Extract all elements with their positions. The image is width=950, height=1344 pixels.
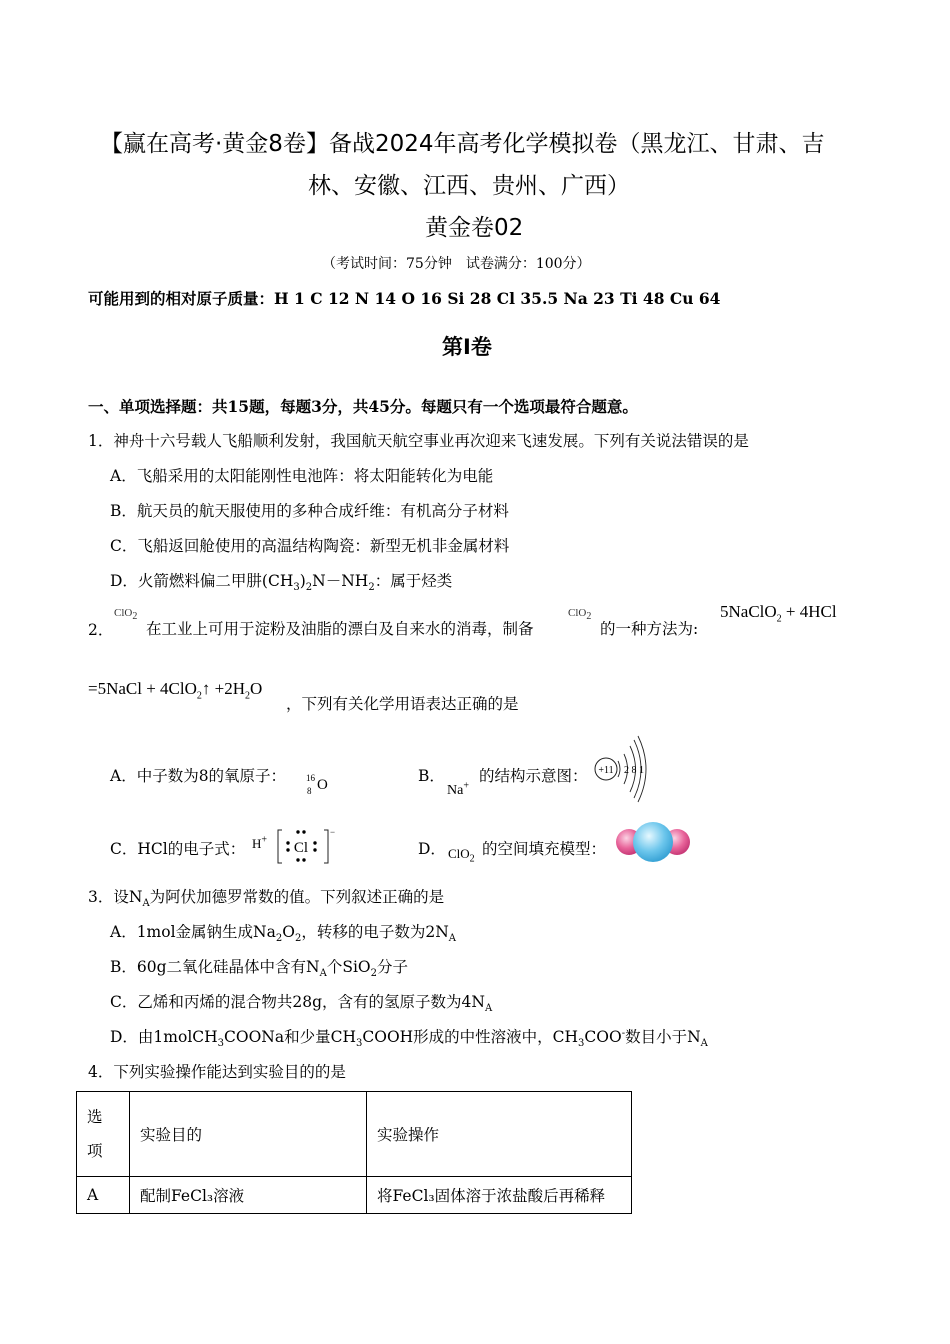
q2-text-3: ，下列有关化学用语表达正确的是 [286, 695, 519, 713]
table-header-purpose: 实验目的 [130, 1092, 367, 1177]
charge-sign: − [330, 827, 336, 837]
table-cell-purpose: 配制FeCl₃溶液 [130, 1177, 367, 1214]
q3-option-a: A．1mol金属钠生成$Na_2O_2$，转移的电子数为$2N_A$ [110, 923, 456, 945]
title-line-1: 【赢在高考·黄金8卷】备战2024年高考化学模拟卷（黑龙江、甘肃、吉 [100, 131, 825, 157]
oxygen-isotope-symbol [302, 773, 342, 800]
q2-equation-right: =5NaCl + 4ClO$_2$↑ $+2H_2O$ [88, 679, 263, 702]
paper-name: 黄金卷02 [425, 215, 524, 241]
hydrogen-symbol: H+ [252, 834, 268, 851]
q2-clo2-inline-1: ClO$_2$ [114, 607, 138, 623]
clo2-space-filling-model [614, 820, 692, 864]
section-heading: 一、单项选择题：共15题，每题3分，共45分。每题只有一个选项最符合题意。 [88, 397, 638, 416]
table-cell-operation: 将FeCl₃固体溶于浓盐酸后再稀释 [367, 1177, 632, 1214]
bracket-icon [274, 827, 336, 867]
nucleus-charge: +11 [598, 765, 614, 776]
sodium-ion: Na+ [447, 780, 469, 798]
q1-option-a: A．飞船采用的太阳能刚性电池阵：将太阳能转化为电能 [110, 467, 494, 485]
q2-equation-left: 5NaClO$_2$ + 4HCl [720, 602, 837, 625]
table-header-option: 选 项 [77, 1092, 130, 1177]
q4-stem: 4．下列实验操作能达到实验目的的是 [88, 1063, 346, 1081]
volume-title: 第Ⅰ卷 [442, 335, 492, 359]
q2-text-1: 在工业上可用于淀粉及油脂的漂白及自来水的消毒，制备 [146, 620, 534, 638]
clo2-formula: ClO$_2$ [448, 846, 475, 865]
exam-info: （考试时间：75分钟 试卷满分：100分） [322, 256, 591, 272]
q2-text-2: 的一种方法为: [600, 620, 699, 638]
q2-option-d-text: 的空间填充模型： [482, 840, 607, 858]
shell-electrons: 2 8 1 [624, 765, 644, 776]
chlorine-symbol: Cl [293, 840, 309, 856]
oxygen-symbol: O [317, 777, 328, 793]
q2-clo2-inline-2: ClO$_2$ [568, 607, 592, 623]
q1-option-d: D．火箭燃料偏二甲肼$(CH_3)_2N-NH_2$：属于烃类 [110, 572, 453, 594]
table-cell-option: A [77, 1177, 130, 1214]
q2-option-a-label: A．中子数为8的氧原子： [110, 767, 287, 785]
q3-option-c: C．乙烯和丙烯的混合物共28g，含有的氢原子数为$4N_A$ [110, 993, 493, 1015]
table-header-operation: 实验操作 [367, 1092, 632, 1177]
q3-option-b: B．60g二氧化硅晶体中含有$N_A$个SiO$_2$分子 [110, 958, 409, 980]
q3-option-d: D．由1molCH$_3$COONa和少量$CH_3COOH$形成的中性溶液中，$CH_3COO^-$数目小于$N_A$ [110, 1027, 708, 1050]
mass-number: 16 [306, 773, 315, 783]
title-line-2: 林、安徽、江西、贵州、广西） [308, 173, 630, 199]
q2-option-c-label: C．HCl的电子式： [110, 840, 246, 858]
sodium-ion-structure-diagram [592, 734, 658, 804]
q2-option-d-label: D． [418, 840, 446, 858]
q1-option-b: B．航天员的航天服使用的多种合成纤维：有机高分子材料 [110, 502, 509, 520]
hcl-electron-formula [252, 827, 342, 867]
q4-table [76, 1091, 632, 1214]
q3-stem: 3．设$N_A$为阿伏加德罗常数的值。下列叙述正确的是 [88, 888, 445, 910]
q2-number: 2． [88, 621, 114, 639]
q1-option-c: C．飞船返回舱使用的高温结构陶瓷：新型无机非金属材料 [110, 537, 510, 555]
q2-option-b-label: B． [418, 767, 445, 785]
q1-stem: 1．神舟十六号载人飞船顺利发射，我国航天航空事业再次迎来飞速发展。下列有关说法错误的是 [88, 432, 749, 450]
atomic-mass-line: 可能用到的相对原子质量：H 1 C 12 N 14 O 16 Si 28 Cl 35.5 Na 23 Ti 48 Cu 64 [88, 289, 721, 308]
chlorine-atom [633, 822, 673, 862]
q2-option-b-text: 的结构示意图： [479, 767, 588, 785]
table-header-row [77, 1092, 632, 1177]
table-row [77, 1177, 632, 1214]
atomic-number: 8 [307, 786, 312, 796]
